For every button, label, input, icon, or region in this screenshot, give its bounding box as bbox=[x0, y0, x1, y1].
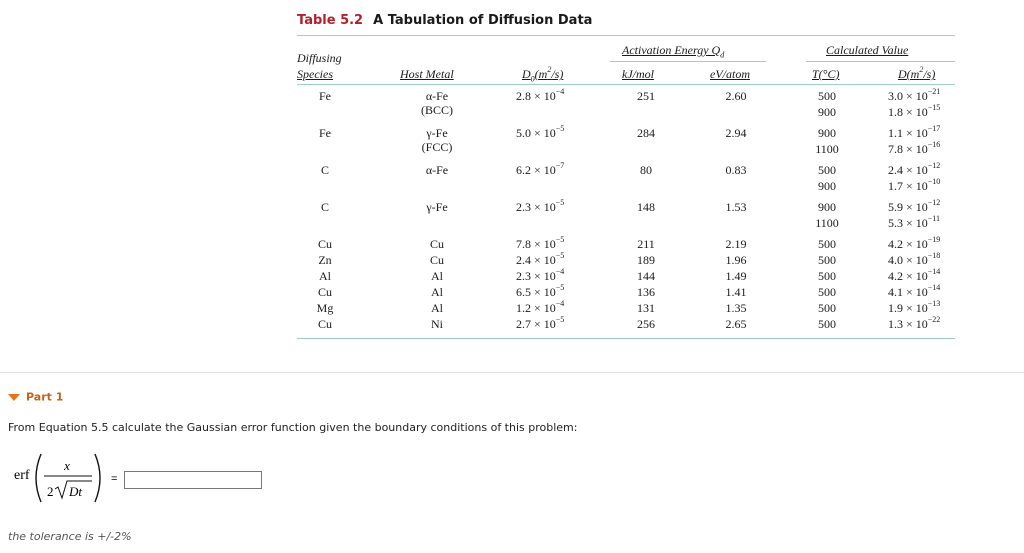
d0-cell bbox=[516, 163, 564, 177]
calculated-d-cell bbox=[888, 89, 940, 103]
d0-cell bbox=[516, 253, 564, 267]
calculated-d-cell bbox=[888, 142, 940, 156]
host-structure-cell: (BCC) bbox=[420, 103, 453, 117]
host-metal-cell: Cu bbox=[429, 253, 444, 267]
temperature-cell: 1100 bbox=[815, 216, 839, 230]
calculated-d-cell-mantissa: 1.8 × 10 bbox=[888, 105, 928, 119]
erf-formula-icon bbox=[14, 448, 124, 508]
calculated-d-cell bbox=[888, 317, 940, 331]
numerator-x: x bbox=[64, 458, 70, 473]
header-calculated-value: Calculated Value bbox=[826, 43, 909, 57]
calculated-d-cell bbox=[888, 200, 940, 214]
species-cell: C bbox=[320, 163, 329, 177]
header-host-metal: Host Metal bbox=[400, 67, 454, 81]
calculated-d-cell-mantissa: 3.0 × 10 bbox=[888, 89, 928, 103]
denominator-two: 2 bbox=[47, 484, 54, 499]
species-cell: Cu bbox=[317, 285, 332, 299]
left-paren bbox=[36, 454, 41, 502]
calculated-d-cell bbox=[888, 301, 940, 315]
kj-cell: 144 bbox=[637, 269, 655, 283]
answer-input[interactable] bbox=[124, 471, 262, 489]
d0-cell-exponent: −5 bbox=[555, 198, 565, 207]
part-label: Part 1 bbox=[26, 390, 64, 404]
kj-cell: 211 bbox=[637, 237, 655, 251]
ev-cell: 1.96 bbox=[725, 253, 747, 267]
calculated-d-cell-mantissa: 4.2 × 10 bbox=[888, 269, 928, 283]
ev-cell: 1.41 bbox=[725, 285, 747, 299]
ev-cell: 1.53 bbox=[725, 200, 747, 214]
d-unit-close: /s) bbox=[923, 67, 936, 81]
activation-label: Activation Energy Q bbox=[622, 43, 721, 57]
calculated-d-cell bbox=[888, 216, 940, 230]
temperature-cell: 500 bbox=[818, 163, 836, 177]
question-text: From Equation 5.5 calculate the Gaussian error function given the boundary conditions of this problem: bbox=[8, 421, 578, 434]
temperature-cell: 500 bbox=[818, 301, 836, 315]
d0-cell-exponent: −5 bbox=[555, 315, 565, 324]
erf-text: erf bbox=[14, 468, 30, 483]
d0-subscript: 0 bbox=[530, 74, 535, 84]
d0-cell-exponent: −5 bbox=[555, 235, 565, 244]
species-cell: Zn bbox=[318, 253, 332, 267]
calculated-d-cell-exponent: −15 bbox=[927, 103, 941, 112]
calculated-d-cell-exponent: −22 bbox=[927, 315, 941, 324]
tolerance-note: the tolerance is +/-2% bbox=[8, 530, 132, 543]
radicand-dt: Dt bbox=[69, 484, 82, 499]
calculated-d-cell-exponent: −16 bbox=[927, 140, 941, 149]
ev-cell: 2.65 bbox=[725, 317, 747, 331]
calculated-d-cell-exponent: −13 bbox=[927, 299, 941, 308]
table-caption bbox=[297, 13, 592, 28]
d0-cell-mantissa: 7.8 × 10 bbox=[516, 237, 556, 251]
d0-cell bbox=[516, 200, 564, 214]
table-top-rule bbox=[297, 35, 955, 36]
temperature-cell: 900 bbox=[818, 200, 836, 214]
d0-cell-mantissa: 2.3 × 10 bbox=[516, 200, 556, 214]
calculated-d-cell bbox=[888, 253, 940, 267]
calculated-d-cell-exponent: −12 bbox=[927, 161, 941, 170]
temperature-cell: 500 bbox=[818, 89, 836, 103]
ev-cell: 1.35 bbox=[725, 301, 747, 315]
calculated-d-cell-mantissa: 7.8 × 10 bbox=[888, 142, 928, 156]
kj-cell: 131 bbox=[637, 301, 655, 315]
d-symbol: D(m bbox=[898, 67, 920, 81]
calculated-d-cell bbox=[888, 179, 940, 193]
d0-cell-exponent: −5 bbox=[555, 251, 565, 260]
calculated-d-cell bbox=[888, 105, 940, 119]
table-title: A Tabulation of Diffusion Data bbox=[373, 13, 593, 28]
host-metal-cell: α-Fe bbox=[425, 163, 449, 177]
header-bottom-rule bbox=[297, 84, 955, 85]
right-paren bbox=[95, 454, 100, 502]
calculated-d-cell-mantissa: 5.9 × 10 bbox=[888, 200, 928, 214]
calculated-d-cell-mantissa: 2.4 × 10 bbox=[888, 163, 928, 177]
ev-cell: 2.94 bbox=[725, 126, 747, 140]
kj-cell: 148 bbox=[637, 200, 655, 214]
header-d: $D(m^2/s)$ bbox=[898, 65, 936, 81]
calculated-rule bbox=[806, 61, 955, 62]
calculated-d-cell-exponent: −12 bbox=[927, 198, 941, 207]
calculated-d-cell bbox=[888, 269, 940, 283]
calculated-d-cell-mantissa: 4.2 × 10 bbox=[888, 237, 928, 251]
kj-cell: 256 bbox=[637, 317, 655, 331]
table-bottom-rule bbox=[297, 338, 955, 339]
d0-cell-mantissa: 2.4 × 10 bbox=[516, 253, 556, 267]
section-divider bbox=[0, 372, 1024, 373]
host-metal-cell: Al bbox=[431, 301, 443, 315]
d0-cell-mantissa: 2.8 × 10 bbox=[516, 89, 556, 103]
collapse-triangle-icon[interactable] bbox=[8, 394, 20, 401]
kj-cell: 251 bbox=[637, 89, 655, 103]
kj-cell: 189 bbox=[637, 253, 655, 267]
d0-cell-exponent: −4 bbox=[555, 87, 565, 96]
kj-cell: 136 bbox=[637, 285, 655, 299]
d0-cell-mantissa: 2.7 × 10 bbox=[516, 317, 556, 331]
temperature-cell: 500 bbox=[818, 317, 836, 331]
kj-cell: 80 bbox=[640, 163, 652, 177]
d0-symbol: D bbox=[522, 67, 531, 81]
header-species: Species bbox=[297, 67, 333, 81]
erf-equation bbox=[14, 448, 124, 513]
calculated-d-cell-exponent: −11 bbox=[927, 214, 940, 223]
calculated-d-cell-exponent: −14 bbox=[927, 267, 941, 276]
d0-cell bbox=[516, 89, 564, 103]
host-metal-cell: Cu bbox=[429, 237, 444, 251]
d0-cell-mantissa: 6.5 × 10 bbox=[516, 285, 556, 299]
temperature-cell: 500 bbox=[818, 285, 836, 299]
host-metal-cell: α-Fe bbox=[425, 89, 449, 103]
d0-cell bbox=[516, 126, 564, 140]
d0-unit-open: (m bbox=[534, 67, 548, 81]
d0-cell bbox=[516, 269, 564, 283]
d0-cell bbox=[516, 317, 564, 331]
part-header[interactable] bbox=[8, 390, 63, 404]
temperature-cell: 900 bbox=[818, 179, 836, 193]
header-ev: eV/atom bbox=[710, 67, 750, 81]
d0-cell bbox=[516, 301, 564, 315]
species-cell: C bbox=[320, 200, 329, 214]
calculated-d-cell-exponent: −21 bbox=[927, 87, 941, 96]
d0-cell-exponent: −7 bbox=[555, 161, 565, 170]
d0-cell-mantissa: 1.2 × 10 bbox=[516, 301, 556, 315]
calculated-d-cell-mantissa: 1.1 × 10 bbox=[888, 126, 928, 140]
calculated-d-cell bbox=[888, 126, 940, 140]
species-cell: Cu bbox=[317, 237, 332, 251]
temperature-cell: 500 bbox=[818, 253, 836, 267]
host-structure-cell: (FCC) bbox=[421, 140, 453, 154]
ev-cell: 1.49 bbox=[725, 269, 747, 283]
ev-cell: 2.60 bbox=[725, 89, 747, 103]
header-kj: kJ/mol bbox=[622, 67, 654, 81]
equals-sign: = bbox=[111, 473, 118, 485]
calculated-d-cell-mantissa: 1.7 × 10 bbox=[888, 179, 928, 193]
calculated-d-cell-mantissa: 1.3 × 10 bbox=[888, 317, 928, 331]
calculated-d-cell-exponent: −18 bbox=[927, 251, 941, 260]
species-cell: Cu bbox=[317, 317, 332, 331]
calculated-d-cell-exponent: −19 bbox=[927, 235, 941, 244]
d0-cell-exponent: −5 bbox=[555, 124, 565, 133]
kj-cell: 284 bbox=[637, 126, 655, 140]
header-temperature: T(°C) bbox=[812, 67, 840, 81]
calculated-d-cell bbox=[888, 163, 940, 177]
table-number: Table 5.2 bbox=[297, 13, 364, 28]
activation-subscript: d bbox=[720, 50, 725, 60]
host-metal-cell: γ-Fe bbox=[426, 126, 448, 140]
calculated-d-cell-mantissa: 4.0 × 10 bbox=[888, 253, 928, 267]
d0-cell-mantissa: 2.3 × 10 bbox=[516, 269, 556, 283]
header-activation-energy bbox=[622, 43, 724, 59]
calculated-d-cell-mantissa: 4.1 × 10 bbox=[888, 285, 928, 299]
calculated-d-cell bbox=[888, 237, 940, 251]
host-metal-cell: Al bbox=[431, 269, 443, 283]
d0-cell-mantissa: 5.0 × 10 bbox=[516, 126, 556, 140]
d0-cell bbox=[516, 237, 564, 251]
calculated-d-cell-mantissa: 1.9 × 10 bbox=[888, 301, 928, 315]
host-metal-cell: Al bbox=[431, 285, 443, 299]
host-metal-cell: γ-Fe bbox=[426, 200, 448, 214]
activation-rule bbox=[610, 61, 766, 62]
d0-cell-mantissa: 6.2 × 10 bbox=[516, 163, 556, 177]
temperature-cell: 500 bbox=[818, 269, 836, 283]
ev-cell: 2.19 bbox=[725, 237, 747, 251]
host-metal-cell: Ni bbox=[431, 317, 443, 331]
species-cell: Fe bbox=[319, 126, 331, 140]
ev-cell: 0.83 bbox=[725, 163, 747, 177]
species-cell: Fe bbox=[319, 89, 331, 103]
calculated-d-cell-exponent: −14 bbox=[927, 283, 941, 292]
temperature-cell: 500 bbox=[818, 237, 836, 251]
d0-cell-exponent: −4 bbox=[555, 299, 565, 308]
header-diffusing: Diffusing bbox=[297, 51, 342, 65]
species-cell: Mg bbox=[316, 301, 334, 315]
temperature-cell: 900 bbox=[818, 126, 836, 140]
d0-cell bbox=[516, 285, 564, 299]
temperature-cell: 1100 bbox=[815, 142, 839, 156]
d0-unit-close: /s) bbox=[551, 67, 564, 81]
temperature-cell: 900 bbox=[818, 105, 836, 119]
calculated-d-cell-exponent: −10 bbox=[927, 177, 941, 186]
header-d0: $D_0(m^2/s)$ bbox=[522, 65, 564, 84]
calculated-d-cell-exponent: −17 bbox=[927, 124, 941, 133]
calculated-d-cell bbox=[888, 285, 940, 299]
calculated-d-cell-mantissa: 5.3 × 10 bbox=[888, 216, 928, 230]
species-cell: Al bbox=[319, 269, 331, 283]
d0-cell-exponent: −4 bbox=[555, 267, 565, 276]
d0-cell-exponent: −5 bbox=[555, 283, 565, 292]
